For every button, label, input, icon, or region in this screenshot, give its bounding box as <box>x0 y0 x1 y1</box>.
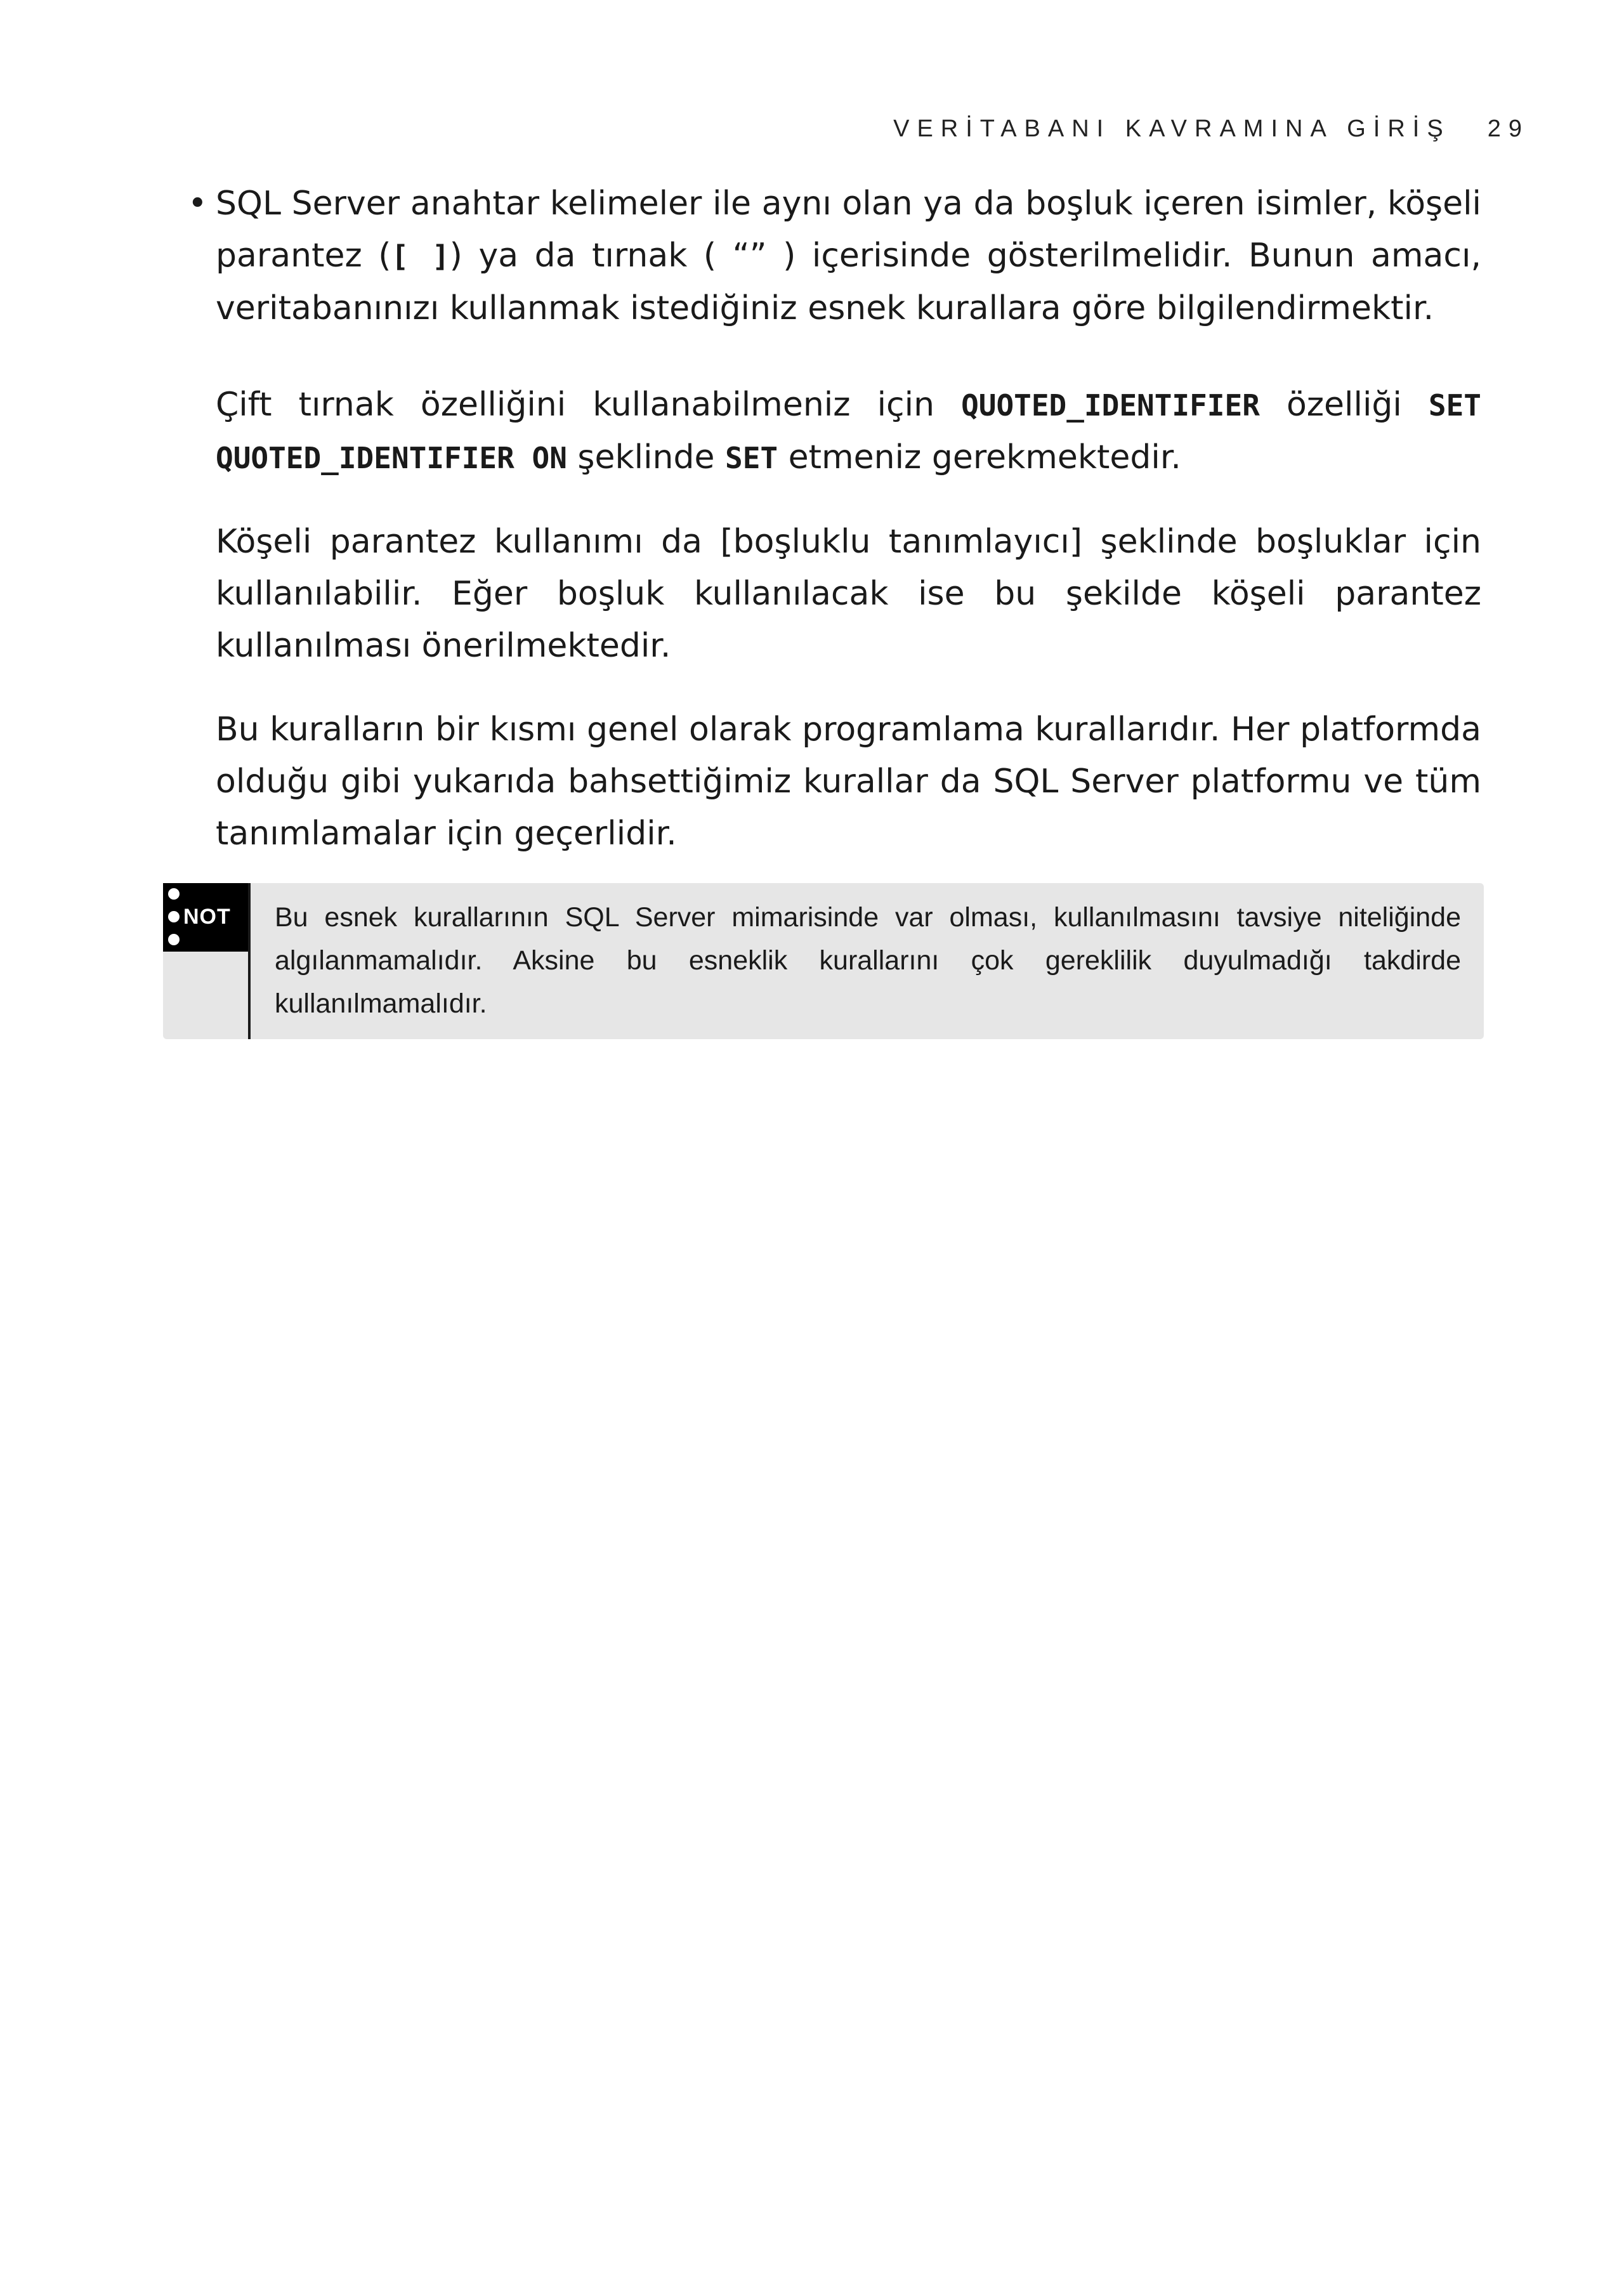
set-code: SET <box>725 441 778 475</box>
para2-text-1: Çift tırnak özelliğini kullanabilmeniz için <box>216 386 962 424</box>
note-box <box>163 883 1484 1039</box>
badge-dot-icon <box>168 911 180 922</box>
para2-text-2: özelliği <box>1259 386 1429 424</box>
para2-text-4: etmeniz gerekmektedir. <box>778 438 1181 476</box>
page-number: 29 <box>1487 115 1529 142</box>
rules-paragraph: Bu kuralların bir kısmı genel olarak programlama kurallarıdır. Her platformda olduğu gibi yukarıda bahsettiğimiz kurallar da SQL Server platformu ve tüm tanımlamalar için geçerlidir. <box>216 711 1481 853</box>
note-divider <box>248 883 251 1039</box>
bullet-marker: • <box>188 185 207 223</box>
bracket-code: [ ] <box>391 239 450 273</box>
square-bracket-paragraph: Köşeli parantez kullanımı da [boşluklu tanımlayıcı] şeklinde boşluklar için kullanılabilir. Eğer boşluk kullanılacak ise bu şekilde köşeli parantez kullanılması önerilmektedir. <box>216 523 1481 665</box>
note-badge-label: NOT <box>183 905 231 929</box>
page-body <box>188 178 1481 860</box>
note-badge <box>163 883 249 952</box>
para2-text-3: şeklinde <box>566 438 725 476</box>
set-quoted-identifier-on-code: SET QUOTED_IDENTIFIER ON <box>216 388 1481 475</box>
quoted-identifier-paragraph <box>216 379 1481 484</box>
note-text: Bu esnek kurallarının SQL Server mimarisinde var olması, kullanılmasını tavsiye niteliğinde algılanmamalıdır. Aksine bu esneklik kurallarını çok gereklilik duyulmadığı takdirde kullanılmamalıdır. <box>275 902 1461 1019</box>
bullet-paragraph <box>188 178 1481 334</box>
badge-dot-icon <box>168 888 180 900</box>
bullet-text-1: SQL Server anahtar kelimeler ile aynı olan ya da boşluk içeren isimler, köşeli parantez ( <box>216 185 1481 275</box>
running-header <box>893 115 1529 143</box>
bullet-text-2: ) ya da tırnak ( “” ) içerisinde gösterilmelidir. Bunun amacı, veritabanınızı kullanmak istediğiniz esnek kurallara göre bilgilendirmektir. <box>216 237 1481 327</box>
badge-dot-icon <box>168 934 180 945</box>
quoted-identifier-code: QUOTED_IDENTIFIER <box>961 388 1260 423</box>
running-title: VERİTABANI KAVRAMINA GİRİŞ <box>893 115 1451 142</box>
